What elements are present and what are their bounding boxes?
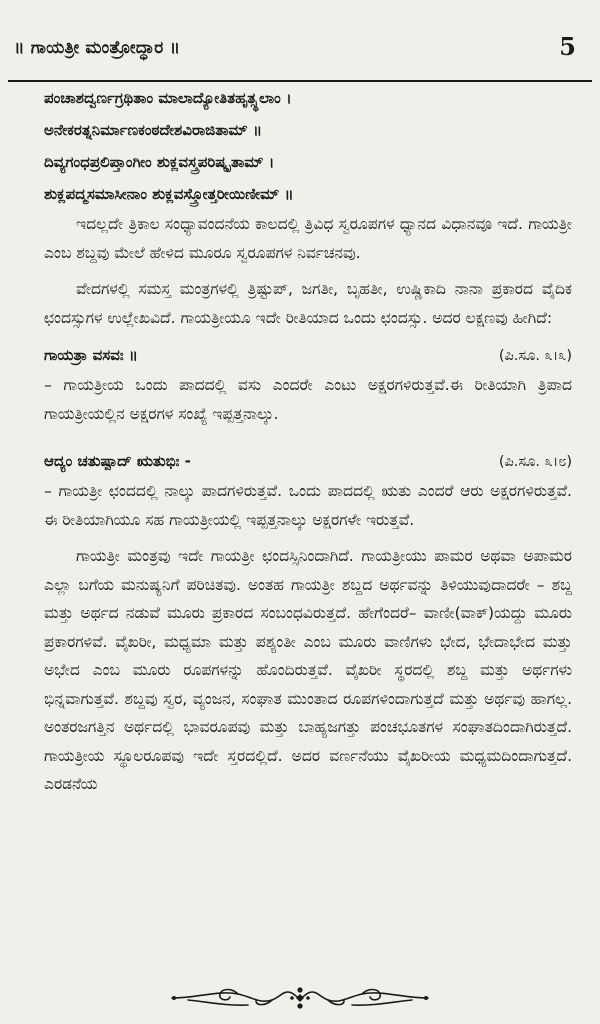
scroll-divider-ornament xyxy=(168,984,432,1012)
verse-block xyxy=(44,88,572,204)
paragraph-vasu: – ಗಾಯತ್ರೀಯ ಒಂದು ಪಾದದಲ್ಲಿ ವಸು ಎಂದರೇ ಎಂಟು ಅಕ್ಷರಗಳಿರುತ್ತವೆ.ಈ ರೀತಿಯಾಗಿ ತ್ರಿಪಾದ ಗಾಯತ್ರೀಯಲ್ಲಿನ ಅಕ್ಷರಗಳ ಸಂಖ್ಯೆ ಇಪ್ಪತ್ತನಾಲ್ಕು. xyxy=(44,376,572,423)
paragraph-trikala: ಇದಲ್ಲದೇ ತ್ರಿಕಾಲ ಸಂಧ್ಯಾವಂದನೆಯ ಕಾಲದಲ್ಲಿ ತ್ರಿವಿಧ ಸ್ವರೂಪಗಳ ಧ್ಯಾನದ ವಿಧಾನವೂ ಇದೆ. ಗಾಯತ್ರೀ ಎಂಬ ಶಬ್ದವು ಮೇಲೆ ಹೇಳಿದ ಮೂರೂ ಸ್ವರೂಪಗಳ ನಿರ್ವಚನವು. xyxy=(44,215,572,262)
sutra-text: ಆದ್ಯಂ ಚತುಷ್ಪಾದ್ ಋತುಭಿಃ - xyxy=(44,452,191,470)
page-number: 5 xyxy=(559,32,576,61)
sutra-row xyxy=(44,342,572,369)
sutra-row xyxy=(44,448,572,475)
paragraph-vani: ಗಾಯತ್ರೀ ಮಂತ್ರವು ಇದೇ ಗಾಯತ್ರೀ ಛಂದಸ್ಸಿನಿಂದಾಗಿದೆ. ಗಾಯತ್ರೀಯು ಪಾಮರ ಅಥವಾ ಅಪಾಮರ ಎಲ್ಲಾ ಬಗೆಯ ಮನುಷ್ಯನಿಗೆ ಪರಿಚಿತವು. ಅಂತಹ ಗಾಯತ್ರೀ ಶಬ್ದದ ಅರ್ಥವನ್ನು ತಿಳಿಯುವುದಾದರೇ – ಶಬ್ದ ಮತ್ತು ಅರ್ಥದ ನಡುವೆ ಮೂರು ಪ್ರಕಾರದ ಸಂಬಂಧವಿರುತ್ತದೆ. ಹೇಗೆಂದರೆ– ವಾಣೀ(ವಾಕ್)ಯದ್ದು ಮೂರು ಪ್ರಕಾರಗಳಿವೆ. ವೈಖರೀ, ಮಧ್ಯಮಾ ಮತ್ತು ಪಶ್ಯಂತೀ ಎಂಬ ಮೂರು ವಾಣಿಗಳು ಭೇದ, ಭೇದಾಭೇದ ಮತ್ತು ಅಭೇದ ಎಂಬ ಮೂರು ರೂಪಗಳನ್ನು ಹೊಂದಿರುತ್ತವೆ. ವೈಖರೀ ಸ್ಥರದಲ್ಲಿ ಶಬ್ದ ಮತ್ತು ಅರ್ಥಗಳು ಭಿನ್ನವಾಗುತ್ತವೆ. ಶಬ್ದವು ಸ್ವರ, ವ್ಯಂಜನ, ಸಂಘಾತ ಮುಂತಾದ ರೂಪಗಳಿಂದಾಗುತ್ತದೆ ಮತ್ತು ಅರ್ಥವು ಹಾಗಲ್ಲ. ಅಂತರಜಗತ್ತಿನ ಅರ್ಥದಲ್ಲಿ ಭಾವರೂಪವು ಮತ್ತು ಬಾಹ್ಯಜಗತ್ತು ಪಂಚಭೂತಗಳ ಸಂಘಾತದಿಂದಾಗಿರುತ್ತದೆ. ಗಾಯತ್ರೀಯ ಸ್ಥೂಲರೂಪವು ಇದೇ ಸ್ತರದಲ್ಲಿದೆ. ಅದರ ವರ್ಣನೆಯು ವೈಖರೀಯ ಮಧ್ಯಮದಿಂದಾಗುತ್ತದೆ. ಎರಡನೆಯ xyxy=(44,547,572,793)
sutra-reference: (ಪಿ.ಸೂ. ೩।೮) xyxy=(498,454,572,470)
verse-line: ಪಂಚಾಶದ್ವರ್ಣಗ್ರಥಿತಾಂ ಮಾಲಾದ್ಯೋತಿತಹೃತ್ಸ್ಥಲಾಂ । xyxy=(44,89,292,107)
header-title: ॥ ಗಾಯತ್ರೀ ಮಂತ್ರೋದ್ಧಾರ ॥ xyxy=(14,38,181,58)
verse-line: ಶುಕ್ಲಪದ್ಮಸಮಾಸೀನಾಂ ಶುಕ್ಲವಸ್ತ್ರೋತ್ತರೀಯಿಣೀಮ್ ॥ xyxy=(44,185,294,203)
paragraph-chandas: ವೇದಗಳಲ್ಲಿ ಸಮಸ್ತ ಮಂತ್ರಗಳಲ್ಲಿ ತ್ರಿಷ್ಟುಪ್, ಜಗತೀ, ಬೃಹತೀ, ಉಷ್ಣಿಕಾದಿ ನಾನಾ ಪ್ರಕಾರದ ವೈದಿಕ ಛಂದಸ್ಸುಗಳ ಉಲ್ಲೇಖವಿದೆ. ಗಾಯತ್ರೀಯೂ ಇದೇ ರೀತಿಯಾದ ಒಂದು ಛಂದಸ್ಸು. ಅದರ ಲಕ್ಷಣವು ಹೀಗಿದೆ: xyxy=(44,280,572,327)
paragraph-ritu: – ಗಾಯತ್ರೀ ಛಂದದಲ್ಲಿ ನಾಲ್ಕು ಪಾದಗಳಿರುತ್ತವೆ. ಒಂದು ಪಾದದಲ್ಲಿ ಋತು ಎಂದರೆ ಆರು ಅಕ್ಷರಗಳಿರುತ್ತವೆ. ಈ ರೀತಿಯಾಗಿಯೂ ಸಹ ಗಾಯತ್ರೀಯಲ್ಲಿ ಇಪ್ಪತ್ತನಾಲ್ಕು ಅಕ್ಷರಗಳೇ ಇರುತ್ತವೆ. xyxy=(44,482,572,529)
sutra-reference: (ಪಿ.ಸೂ. ೩।೩) xyxy=(498,348,572,364)
header-divider xyxy=(8,80,592,82)
verse-line: ದಿವ್ಯಗಂಧಪ್ರಲಿಪ್ತಾಂಗೀಂ ಶುಕ್ಲವಸ್ತ್ರಪರಿಷ್ಕೃತಾಮ್ । xyxy=(44,153,275,171)
verse-line: ಅನೇಕರತ್ನನಿರ್ಮಾಣಕಂಠದೇಶವಿರಾಜಿತಾಮ್ ॥ xyxy=(44,121,262,139)
body-text xyxy=(44,88,572,799)
running-header xyxy=(14,32,576,66)
sutra-text: ಗಾಯತ್ರಾ ವಸವಃ ॥ xyxy=(44,346,138,364)
